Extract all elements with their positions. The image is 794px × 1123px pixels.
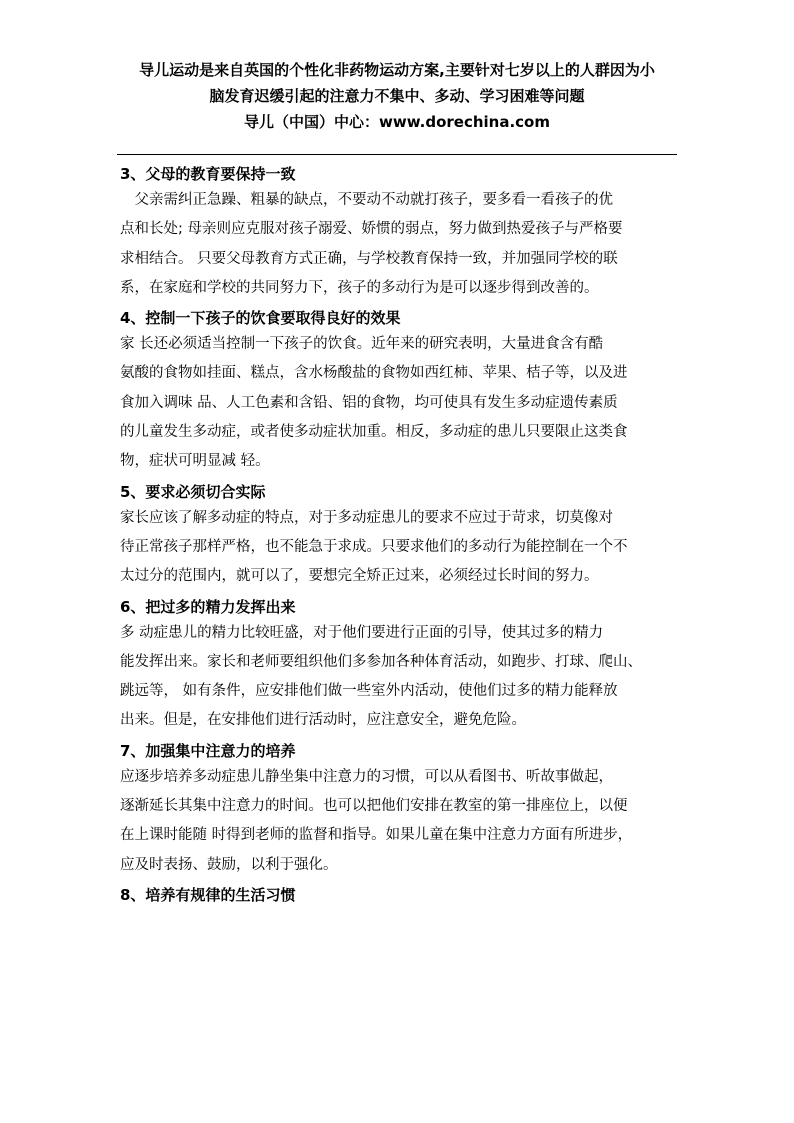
section-heading-5: 5、要求必须切合实际 [120, 482, 266, 501]
paragraph-line: 求相结合。 只要父母教育方式正确，与学校教育保持一致，并加强同学校的联 [120, 250, 618, 267]
header-divider [117, 154, 677, 155]
paragraph-line: 系，在家庭和学校的共同努力下，孩子的多动行为是可以逐步得到改善的。 [120, 279, 599, 296]
paragraph-line: 的儿童发生多动症，或者使多动症状加重。相反，多动症的患儿只要限止这类食 [120, 424, 628, 441]
section-paragraph-7 [120, 763, 680, 880]
header-site-line: 导儿（中国）中心：www.dorechina.com [244, 113, 550, 131]
paragraph-line: 在上课时能随 时得到老师的监督和指导。如果儿童在集中注意力方面有所进步， [120, 827, 633, 844]
paragraph-line: 点和长处; 母亲则应克服对孩子溺爱、娇惯的弱点，努力做到热爱孩子与严格要 [120, 221, 623, 238]
document-header [100, 57, 694, 135]
paragraph-line: 多 动症患儿的精力比较旺盛，对于他们要进行正面的引导，使其过多的精力 [120, 624, 604, 641]
section-paragraph-3 [120, 186, 680, 303]
section-heading-3: 3、父母的教育要保持一致 [120, 165, 296, 183]
paragraph-line: 太过分的范围内，就可以了，要想完全矫正过来，必须经过长时间的努力。 [120, 568, 599, 585]
paragraph-line: 逐渐延长其集中注意力的时间。也可以把他们安排在教室的第一排座位上，以便 [120, 798, 628, 815]
header-title-line-1: 导儿运动是来自英国的个性化非药物运动方案,主要针对七岁以上的人群因为小 [139, 61, 655, 79]
paragraph-line: 食加入调味 品、人工色素和含铅、铝的食物，均可使具有发生多动症遗传素质 [120, 394, 618, 411]
section-paragraph-4 [120, 330, 680, 476]
paragraph-line: 待正常孩子那样严格，也不能急于求成。只要求他们的多动行为能控制在一个不 [120, 538, 628, 555]
document-body [120, 159, 680, 907]
paragraph-line: 氨酸的食物如挂面、糕点，含水杨酸盐的食物如西红柿、苹果、桔子等，以及进 [120, 365, 628, 382]
paragraph-line: 物，症状可明显减 轻。 [120, 453, 270, 470]
section-heading-4: 4、控制一下孩子的饮食要取得良好的效果 [120, 309, 401, 328]
header-title-line-2: 脑发育迟缓引起的注意力不集中、多动、学习困难等问题 [209, 87, 585, 105]
paragraph-line: 父亲需纠正急躁、粗暴的缺点，不要动不动就打孩子，要多看一看孩子的优 [120, 192, 613, 208]
section-heading-6: 6、把过多的精力发挥出来 [120, 597, 296, 616]
section-paragraph-6 [120, 619, 680, 736]
paragraph-line: 出来。但是，在安排他们进行活动时，应注意安全，避免危险。 [120, 712, 526, 729]
section-heading-7: 7、加强集中注意力的培养 [120, 741, 296, 760]
paragraph-line: 家 长还必须适当控制一下孩子的饮食。近年来的研究表明，大量进食含有酷 [120, 336, 604, 353]
paragraph-line: 能发挥出来。家长和老师要组织他们多参加各种体育活动，如跑步、打球、爬山、 [120, 653, 642, 670]
section-paragraph-5 [120, 504, 680, 592]
paragraph-line: 应逐步培养多动症患儿静坐集中注意力的习惯，可以从看图书、听故事做起， [120, 768, 613, 785]
paragraph-line: 应及时表扬、鼓励，以利于强化。 [120, 856, 338, 873]
section-heading-8: 8、培养有规律的生活习惯 [120, 885, 296, 904]
paragraph-line: 家长应该了解多动症的特点，对于多动症患儿的要求不应过于苛求，切莫像对 [120, 509, 613, 526]
paragraph-line: 跳远等， 如有条件，应安排他们做一些室外内活动，使他们过多的精力能释放 [120, 683, 618, 700]
